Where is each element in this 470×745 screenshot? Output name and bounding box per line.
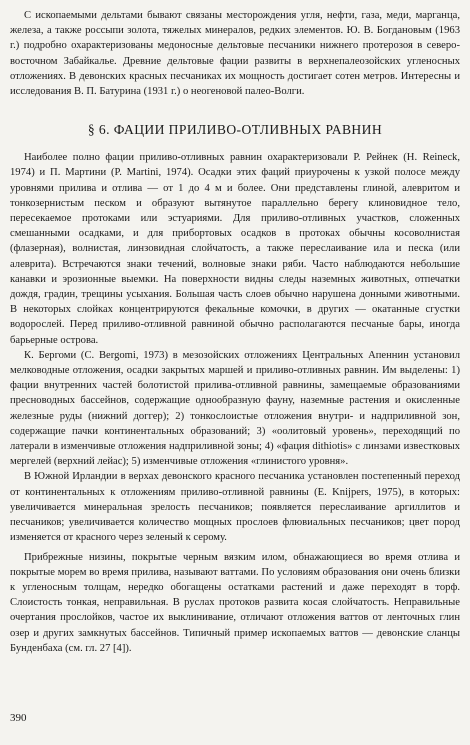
page-number: 390 <box>10 712 27 724</box>
body-paragraph-3: В Южной Ирландии в верхах девонского красного песчаника установлен постепенный переход от континентальных к отложениям приливо-отливной равнины (E. Knijpers, 1975), в которых: увеличивается минеральная зрелость песчаников; появляется переслаивание аргиллитов и песчаников; увеличивается количество мощных прослоев флювиальных песчаников; цвет пород изменяется от красного через зеленый к серому. <box>10 471 460 544</box>
body-paragraph-2: К. Бергоми (C. Bergomi, 1973) в мезозойских отложениях Центральных Апеннин установил мелководные отложения, осадки закрытых маршей и приливо-отливных равнин. Им выделены: 1) фации внутренних частей болотистой прилива-отливной равнины, замещаемые образованиями пресноводных бассейнов, содержащие однообразную фауну, наземные растения и окисленные железные руды (нижний доггер); 2) тонкослоистые отложения внутри- и надприливной зон, содержащие пачки континентальных образований; 3) «оолитовый уровень», переходящий по латерали в изменчивые отложения надприливной зоны; 4) «фация dithiotis» с линзами известковых мергелей (верхний лейас); 5) изменчивые отложения «глинистого уровня». <box>10 349 460 468</box>
body-paragraph-1: Наиболее полно фации приливо-отливных равнин охарактеризовали Р. Рейнек (H. Reineck, 1974) и П. Мартини (P. Martini, 1974). Осадки этих фаций приурочены к узкой полосе между уровнями прилива и отлива — от 1 до 4 м и более. Они представлены глиной, алевритом и тонкозернистым песком и образуют вытянутое параллельно берегу клиновидное тело, пересекаемое протоками или эстуариями. Для приливо-отливных участков, сложенных смешанными осадками, и для прибортовых осадков в протоках обычны косоволнистая (флазерная), волнистая, линзовидная слойчатость, а также переслаивание ила и песка (или алеврита). Встречаются знаки течений, волновые знаки ряби. Часто наблюдаются небольшие канавки и эрозионные выемки. На поверхности видны следы наземных животных, отпечатки дождя, градин, трещины усыхания. Большая часть слоев обычно нарушена донными животными. В некоторых слойках концентрируются фекальные комочки, в других — окатанные сгустки водорослей. Перед приливо-отливной равниной обычно располагаются песчаные бары, иногда барьерные острова. <box>10 152 460 346</box>
intro-paragraph: С ископаемыми дельтами бывают связаны месторождения угля, нефти, газа, меди, марганца, железа, а также россыпи золота, тяжелых минералов, редких элементов. Ю. В. Богдановым (1963 г.) подробно охарактеризованы медоносные дельтовые песчаники нижнего протерозоя в северо-восточном Забайкалье. Древние дельтовые фации развиты в верхнепалеозойских угленосных отложениях. В девонских красных песчаниках их мощность достигает сотен метров. Интересны и исследования В. П. Батурина (1931 г.) о неогеновой палео-Волги. <box>10 10 460 98</box>
body-paragraph-4: Прибрежные низины, покрытые черным вязким илом, обнажающиеся во время отлива и покрытые морем во время прилива, называют ваттами. По условиям образования они очень близки к угленосным толщам, нередко обогащены остатками растений и даже переходят в торф. Слоистость тонкая, неправильная. В руслах протоков развита косая слойчатость. Неправильные очертания прослойков, частое их выклинивание, отличают отложения ваттов от ленточных глин озер и других замкнутых бассейнов. Типичный пример ископаемых ваттов — девонские сланцы Бунденбаха (см. гл. 27 [4]). <box>10 551 460 654</box>
section-heading: § 6. ФАЦИИ ПРИЛИВО-ОТЛИВНЫХ РАВНИН <box>87 122 383 138</box>
